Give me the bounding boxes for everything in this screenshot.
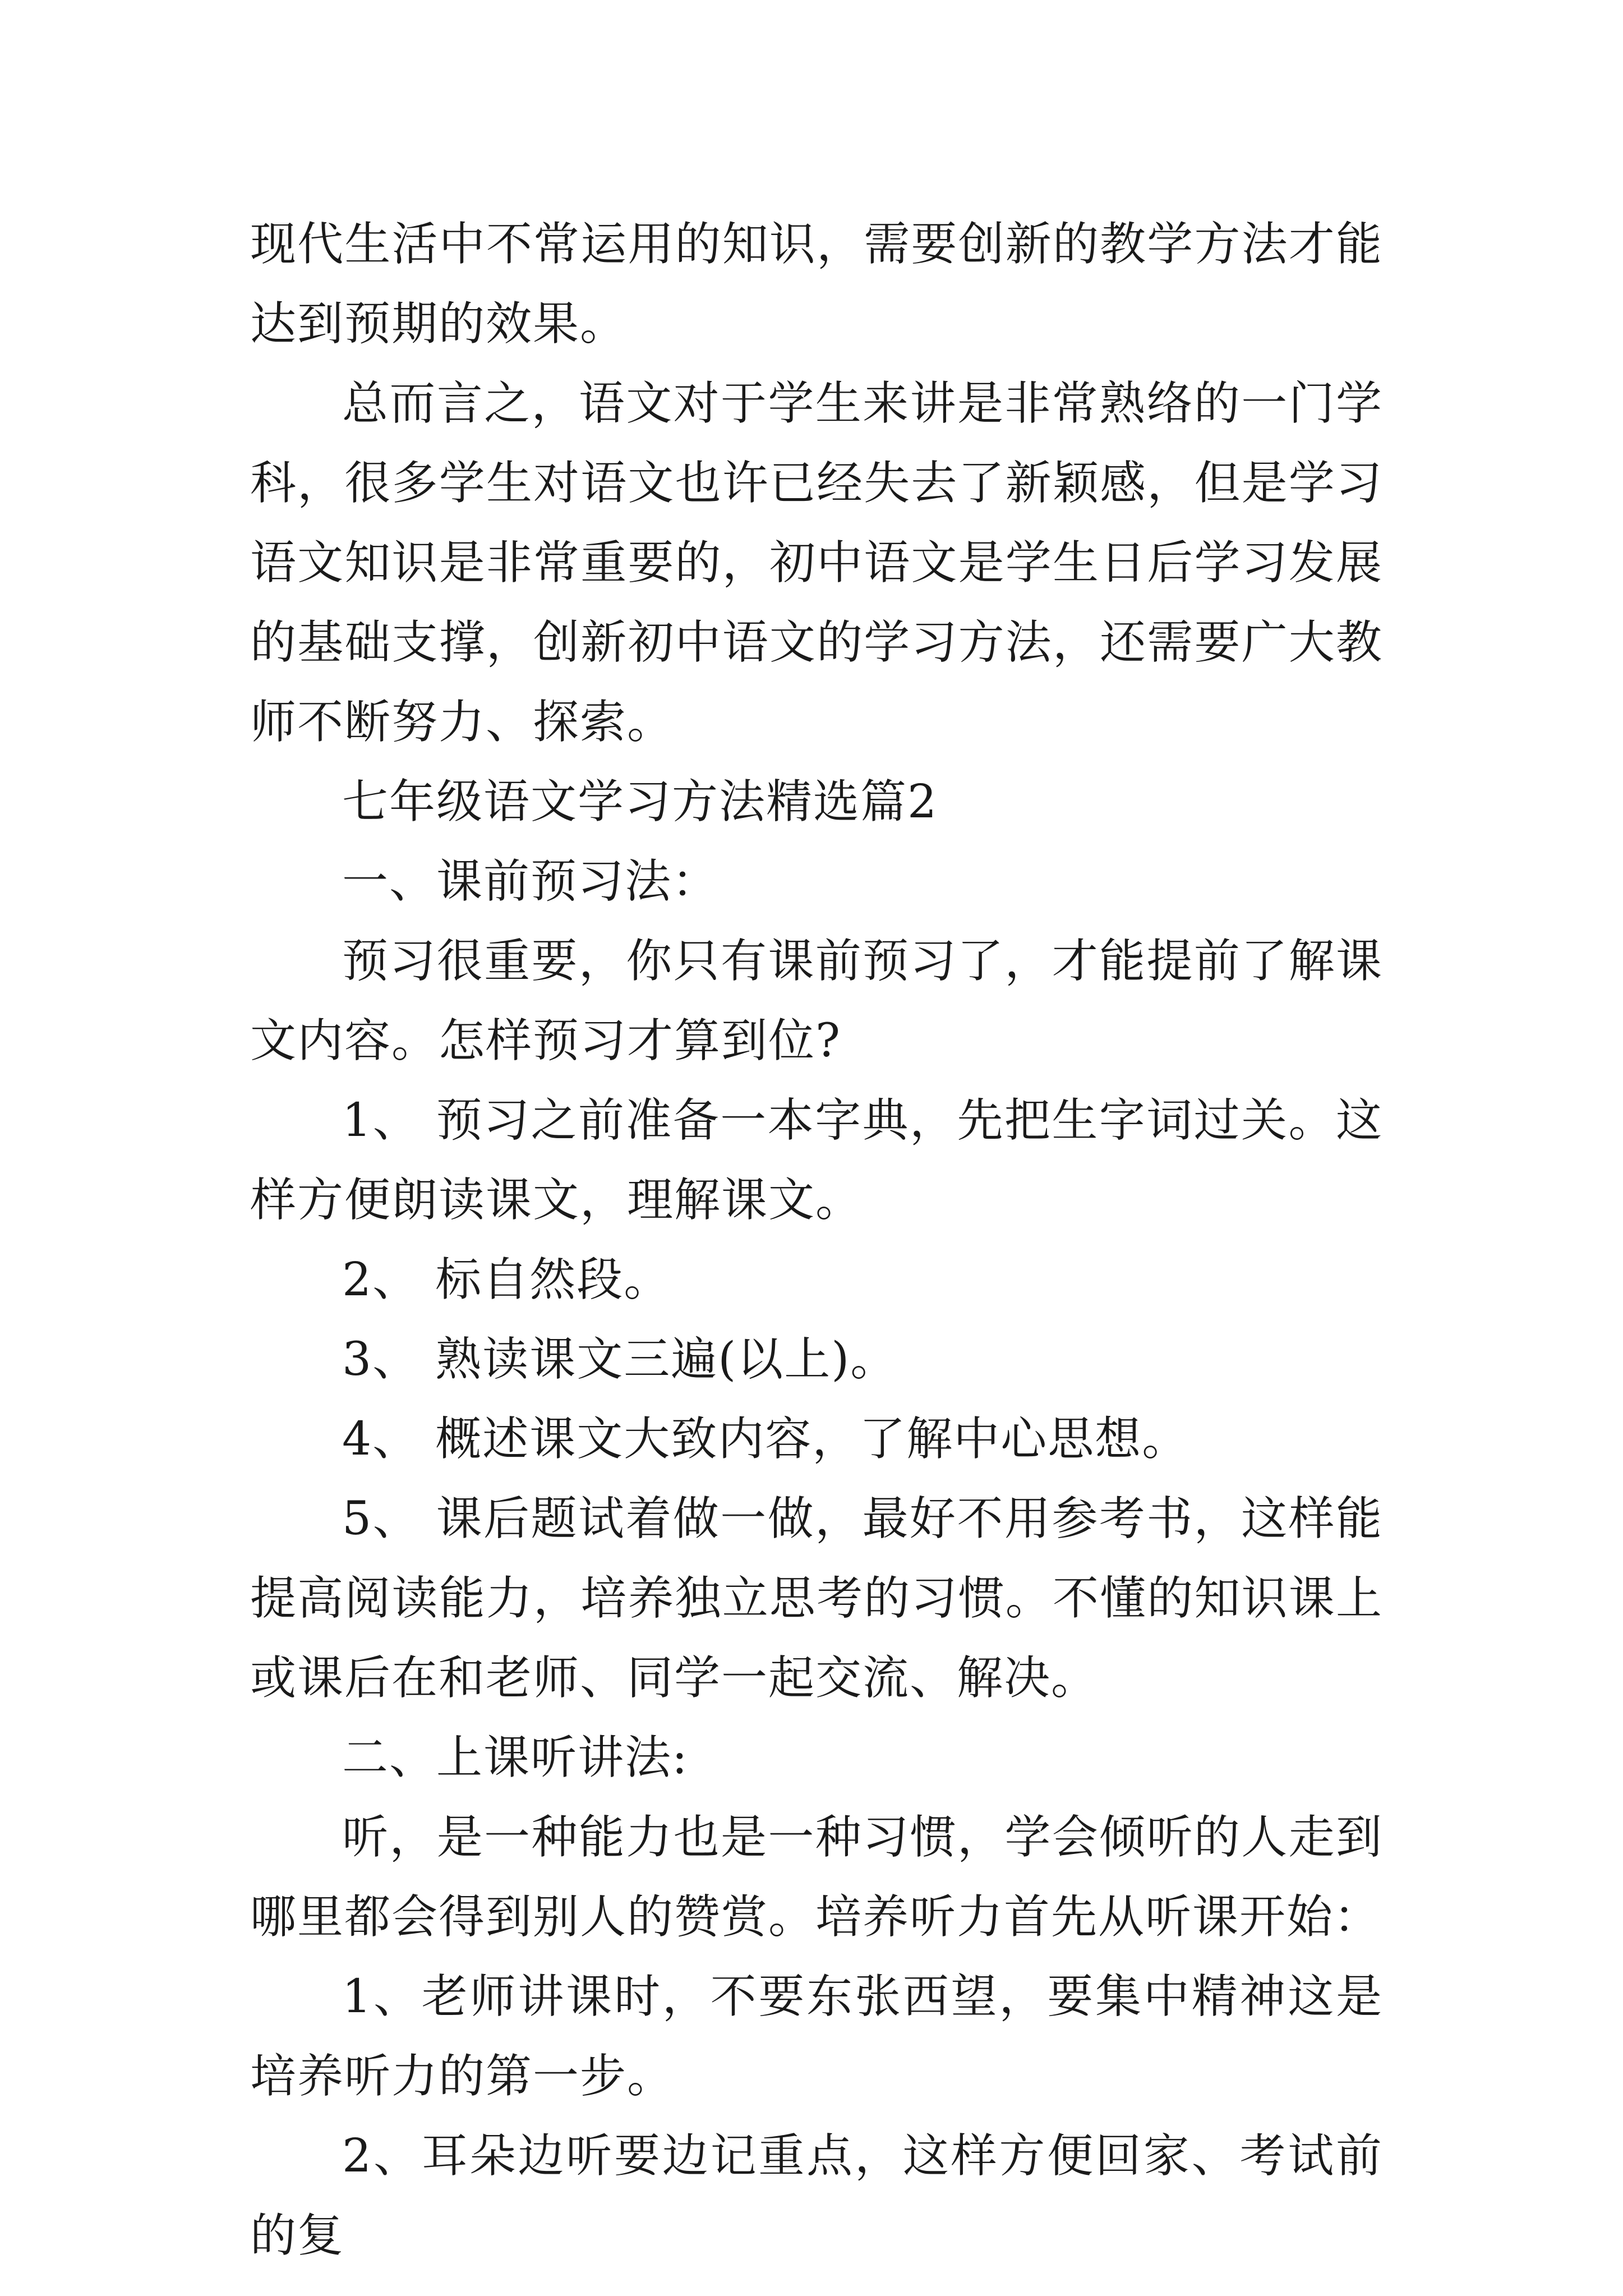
list-item-3: 3、 熟读课文三遍(以上)。 [342,1333,898,1386]
paragraph-4: 听，是一种能力也是一种习惯，学会倾听的人走到哪里都会得到别人的赞赏。培养听力首先从听课开始： [250,1811,1383,1944]
subheading-preview-method: 一、课前预习法： [342,855,720,908]
document-body [250,205,1383,2276]
list-item-1: 1、 预习之前准备一本字典，先把生字词过关。这样方便朗读课文，理解课文。 [250,1094,1383,1227]
subheading-listening-method: 二、上课听讲法: [342,1731,689,1784]
list-item-5: 5、 课后题试着做一做，最好不用参考书，这样能提高阅读能力，培养独立思考的习惯。不懂的知识课上或课后在和老师、同学一起交流、解决。 [250,1492,1383,1705]
paragraph-3: 预习很重要，你只有课前预习了，才能提前了解课文内容。怎样预习才算到位? [250,935,1383,1068]
list-item-6: 1、老师讲课时，不要东张西望，要集中精神这是培养听力的第一步。 [250,1970,1383,2103]
paragraph-2: 总而言之，语文对于学生来讲是非常熟络的一门学科，很多学生对语文也许已经失去了新颖感，但是学习语文知识是非常重要的，初中语文是学生日后学习发展的基础支撑，创新初中语文的学习方法，还需要广大教师不断努力、探索。 [250,377,1383,749]
list-item-2: 2、 标自然段。 [342,1253,671,1306]
paragraph-1: 现代生活中不常运用的知识，需要创新的教学方法才能达到预期的效果。 [250,218,1383,351]
list-item-7: 2、耳朵边听要边记重点，这样方便回家、考试前的复 [250,2129,1383,2262]
section-heading-1: 七年级语文学习方法精选篇2 [342,775,938,829]
list-item-4: 4、 概述课文大致内容，了解中心思想。 [342,1412,1189,1466]
